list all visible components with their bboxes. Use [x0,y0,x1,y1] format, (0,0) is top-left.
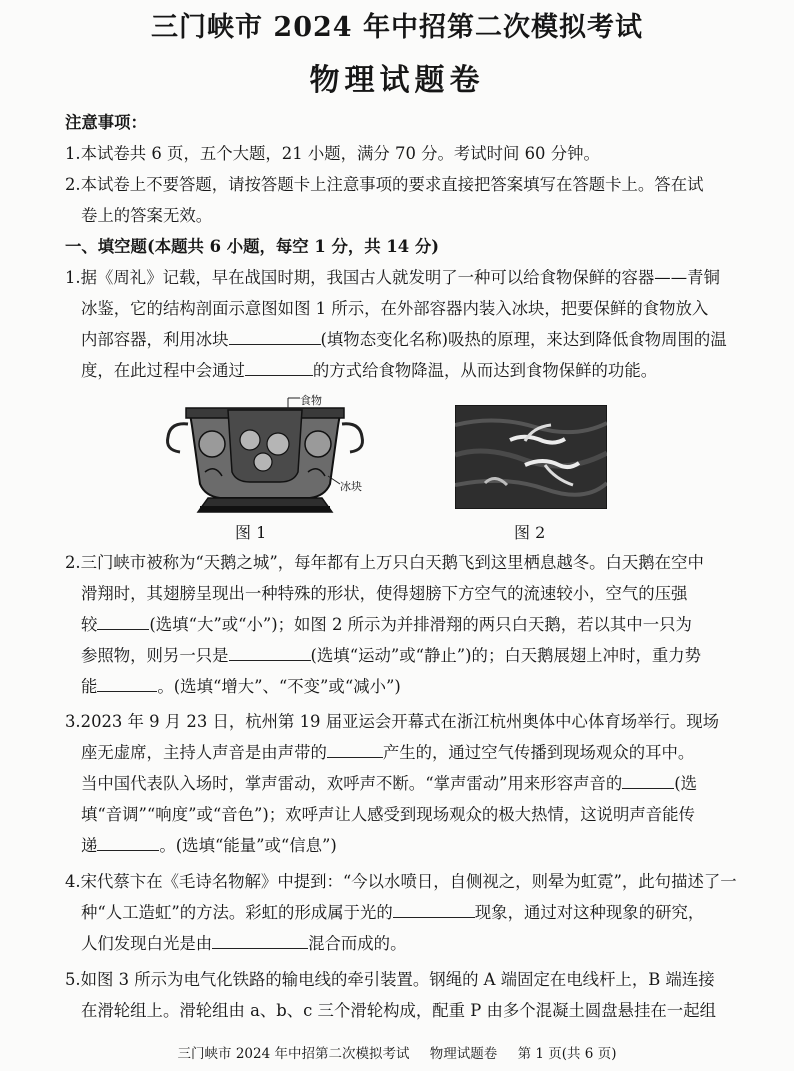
q2-text: (选填“运动”或“静止”)的；白天鹅展翅上冲时，重力势 [310,646,702,665]
q3-text: 产生的，通过空气传播到现场观众的耳中。 [382,743,695,762]
notice-item-2-line-2: 卷上的答案无效。 [81,206,213,225]
q2-line-5 [65,671,760,702]
q3-text: (选 [674,774,698,793]
figure-1-caption: 图 1 [235,523,267,542]
question-3 [65,706,760,861]
q2-text: (选填“大”或“小”)；如图 2 所示为并排滑翔的两只白天鹅，若以其中一只为 [149,615,692,634]
footer-page-number: 第 1 页(共 6 页) [517,1046,617,1062]
answer-blank [97,673,157,692]
q3-text: 当中国代表队入场时，掌声雷动，欢呼声不断。“掌声雷动”用来形容声音的 [81,774,623,793]
q1-line-4 [65,355,760,386]
figure-2-caption: 图 2 [514,523,546,542]
figure-1-bronze-ice-container [160,392,370,517]
q1-text: 内部容器，利用冰块 [81,330,229,349]
q3-text: 座无虚席，主持人声音是由声带的 [81,743,327,762]
answer-blank [229,642,311,661]
q2-line-1: 2.三门峡市被称为“天鹅之城”，每年都有上万只白天鹅飞到这里栖息越冬。白天鹅在空中 [65,553,704,572]
question-2 [65,547,760,702]
q4-text: 混合而成的。 [308,934,407,953]
q2-text: 能 [81,677,98,696]
page-subtitle: 物理试题卷 [309,63,485,98]
answer-blank [622,770,674,789]
q1-text: (填物态变化名称)吸热的原理，来达到降低食物周围的温 [320,330,727,349]
question-4 [65,866,760,959]
q4-line-3 [65,928,760,959]
page-footer [0,1042,794,1062]
q3-line-1: 3.2023 年 9 月 23 日，杭州第 19 届亚运会开幕式在浙江杭州奥体中心体育场举行。现场 [65,712,720,731]
answer-blank [212,930,308,949]
answer-blank [97,611,149,630]
figure-1-label-food: 食物 [300,394,322,407]
q4-text: 种“人工造虹”的方法。彩虹的形成属于光的 [81,903,393,922]
q4-text: 人们发现白光是由 [81,934,213,953]
answer-blank [327,739,383,758]
page-title: 三门峡市 2024 年中招第二次模拟考试 [151,12,643,43]
q3-line-4: 填“音调”“响度”或“音色”)；欢呼声让人感受到现场观众的极大热情，这说明声音能传 [81,805,695,824]
q1-text: 的方式给食物降温，从而达到食物保鲜的功能。 [312,361,658,380]
q4-line-1: 4.宋代蔡卞在《毛诗名物解》中提到：“今以水喷日，自侧视之，则晕为虹霓”，此句描述了一 [65,872,737,891]
q4-line-2 [65,897,760,928]
figure-1-label-ice: 冰块 [340,480,362,493]
notice-item-1: 1.本试卷共 6 页，五个大题，21 小题，满分 70 分。考试时间 60 分钟。 [65,144,600,163]
q3-line-5 [65,830,760,861]
q2-line-3 [65,609,760,640]
q5-line-2: 在滑轮组上。滑轮组由 a、b、c 三个滑轮构成，配重 P 由多个混凝土圆盘悬挂在一起组 [81,1001,716,1020]
q1-line-3 [65,324,760,355]
footer-exam-name: 三门峡市 2024 年中招第二次模拟考试 [177,1046,410,1062]
q2-line-2: 滑翔时，其翅膀呈现出一种特殊的形状，使得翅膀下方空气的流速较小，空气的压强 [81,584,688,603]
answer-blank [245,357,313,376]
q1-text: 度，在此过程中会通过 [81,361,245,380]
footer-paper-name: 物理试题卷 [429,1046,498,1062]
notice-item-2-line-1: 2.本试卷上不要答题，请按答题卡上注意事项的要求直接把答案填写在答题卡上。答在试 [65,175,704,194]
q1-line-2: 冰鉴，它的结构剖面示意图如图 1 所示，在外部容器内装入冰块，把要保鲜的食物放入 [81,299,709,318]
q3-text: 。(选填“能量”或“信息”) [159,836,337,855]
notice-block [65,107,760,386]
q2-line-4 [65,640,760,671]
q3-text: 递 [81,836,98,855]
q2-text: 参照物，则另一只是 [81,646,229,665]
q3-line-2 [65,737,760,768]
answer-blank [97,832,159,851]
section-heading: 一、填空题(本题共 6 小题，每空 1 分，共 14 分) [65,237,440,256]
figure-2-two-swans-photo [455,405,607,509]
q1-line-1: 1.据《周礼》记载，早在战国时期，我国古人就发明了一种可以给食物保鲜的容器——青铜 [65,268,720,287]
notice-heading: 注意事项： [65,113,147,132]
answer-blank [393,899,475,918]
q2-text: 较 [81,615,98,634]
q4-text: 现象，通过对这种现象的研究， [474,903,705,922]
q2-text: 。(选填“增大”、“不变”或“减小”) [157,677,401,696]
q5-line-1: 5.如图 3 所示为电气化铁路的输电线的牵引装置。钢绳的 A 端固定在电线杆上，B 端连接 [65,970,715,989]
question-5 [65,964,760,1026]
q3-line-3 [65,768,760,799]
answer-blank [229,326,321,345]
